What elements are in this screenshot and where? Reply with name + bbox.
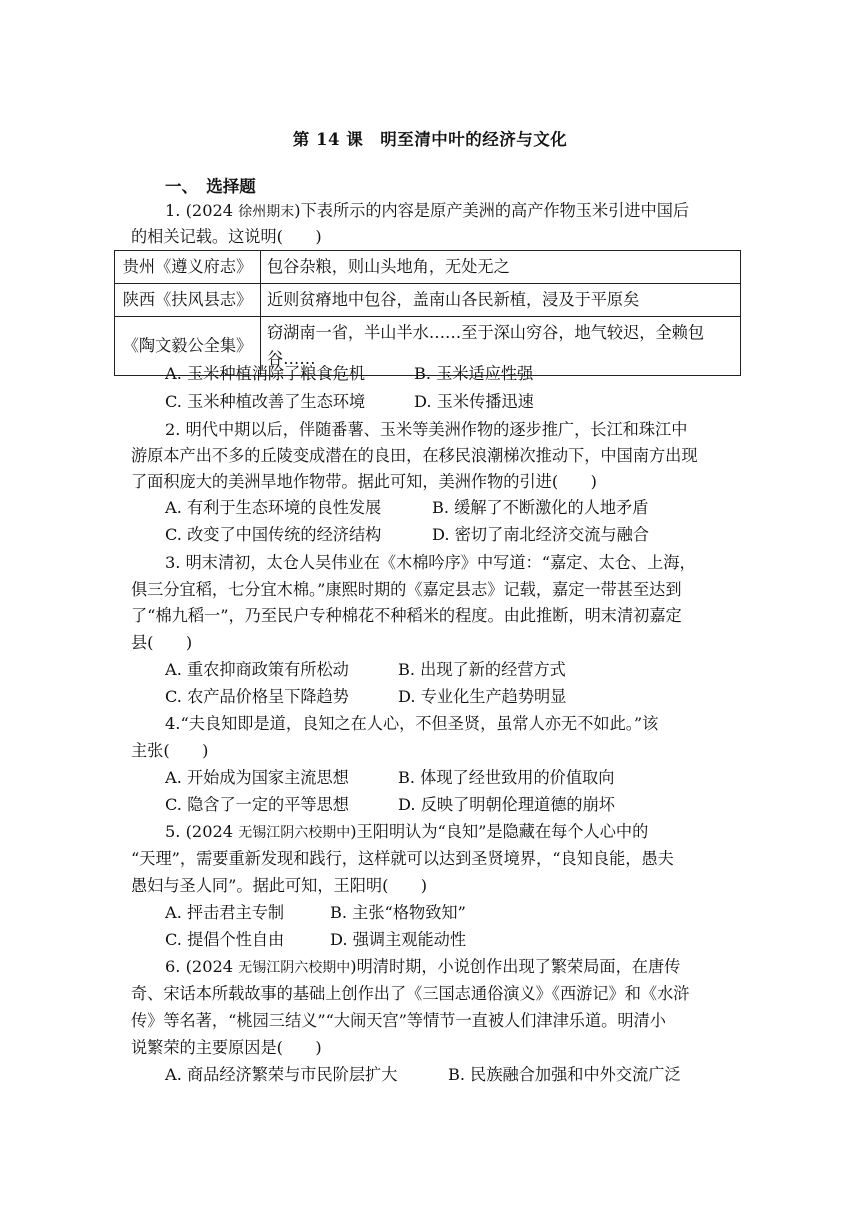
option-d: D. 玉米传播迅速	[414, 392, 534, 411]
table-cell-source: 贵州《遵义府志》	[115, 251, 261, 284]
question-text: )王阳明认为“良知”是隐藏在每个人心中的	[350, 822, 649, 841]
records-table	[114, 250, 741, 376]
section-heading: 一、 选择题	[165, 177, 256, 196]
table-cell-source: 陕西《扶风县志》	[115, 284, 261, 317]
question-6-line-2: 奇、宋话本所载故事的基础上创作出了《三国志通俗演义》《西游记》和《水浒	[131, 984, 690, 1003]
option-c: C. 农产品价格呈下降趋势	[165, 687, 349, 706]
question-text: )明清时期，小说创作出现了繁荣局面，在唐传	[350, 957, 681, 976]
option-c: C. 隐含了一定的平等思想	[165, 795, 349, 814]
question-2-line-2: 游原本产出不多的丘陵变成潜在的良田，在移民浪潮梯次推动下，中国南方出现	[131, 446, 698, 465]
question-6-line-4: 说繁荣的主要原因是( )	[131, 1038, 322, 1057]
question-3-line-1: 3. 明末清初，太仓人吴伟业在《木棉吟序》中写道：“嘉定、太仓、上海，	[165, 553, 696, 572]
page-title: 第 14 课 明至清中叶的经济与文化	[292, 130, 568, 149]
option-a: A. 玉米种植消除了粮食危机	[165, 364, 366, 383]
option-b: B. 缓解了不断激化的人地矛盾	[432, 498, 649, 517]
table-cell-source: 《陶文毅公全集》	[115, 317, 261, 376]
option-a: A. 开始成为国家主流思想	[165, 768, 349, 787]
option-a: A. 有利于生态环境的良性发展	[165, 498, 382, 517]
question-1-line-2: 的相关记载。这说明( )	[131, 227, 322, 246]
option-b: B. 出现了新的经营方式	[398, 660, 566, 679]
question-2-line-1: 2. 明代中期以后，伴随番薯、玉米等美洲作物的逐步推广，长江和珠江中	[165, 420, 688, 439]
table-cell-record: 近则贫瘠地中包谷，盖南山各民新植，浸及于平原矣	[261, 284, 741, 317]
question-number: 5. (2024	[165, 822, 239, 841]
question-3-line-2: 俱三分宜稻，七分宜木棉。”康熙时期的《嘉定县志》记载，嘉定一带甚至达到	[131, 580, 682, 599]
question-3-line-3: 了“棉九稻一”，乃至民户专种棉花不种稻米的程度。由此推断，明末清初嘉定	[131, 606, 682, 625]
question-number: 1. (2024	[165, 201, 239, 220]
question-5-line-2: “天理”，需要重新发现和践行，这样就可以达到圣贤境界，“良知良能，愚夫	[131, 849, 674, 868]
question-5-line-3: 愚妇与圣人同”。据此可知，王阳明( )	[131, 876, 428, 895]
option-a: A. 抨击君主专制	[165, 903, 285, 922]
question-6-line-1	[165, 957, 775, 978]
table-row	[115, 284, 741, 317]
option-b: B. 民族融合加强和中外交流广泛	[448, 1065, 681, 1084]
question-5-line-1	[165, 822, 775, 843]
question-2-line-3: 了面积庞大的美洲旱地作物带。据此可知，美洲作物的引进( )	[131, 472, 597, 491]
source-tag: 无锡江阴六校期中	[238, 825, 351, 841]
question-3-line-4: 县( )	[131, 633, 193, 652]
option-d: D. 专业化生产趋势明显	[398, 687, 567, 706]
question-6-line-3: 传》等名著，“桃园三结义”“大闹天宫”等情节一直被人们津津乐道。明清小	[131, 1011, 666, 1030]
option-b: B. 玉米适应性强	[414, 364, 534, 383]
option-a: A. 重农抑商政策有所松动	[165, 660, 349, 679]
option-d: D. 密切了南北经济交流与融合	[432, 525, 649, 544]
table-cell-record: 包谷杂粮，则山头地角，无处无之	[261, 251, 741, 284]
question-4-line-2: 主张( )	[131, 741, 209, 760]
option-c: C. 玉米种植改善了生态环境	[165, 392, 366, 411]
question-4-line-1: 4.“夫良知即是道，良知之在人心，不但圣贤，虽常人亦无不如此。”该	[165, 714, 659, 733]
option-d: D. 反映了明朝伦理道德的崩坏	[398, 795, 615, 814]
option-c: C. 改变了中国传统的经济结构	[165, 525, 382, 544]
question-text: )下表所示的内容是原产美洲的高产作物玉米引进中国后	[294, 201, 690, 220]
option-b: B. 体现了经世致用的价值取向	[398, 768, 615, 787]
option-c: C. 提倡个性自由	[165, 930, 285, 949]
option-b: B. 主张“格物致知”	[330, 903, 466, 922]
table-row	[115, 251, 741, 284]
question-1-line-1	[165, 201, 775, 222]
table-cell-record: 窃湖南一省，半山半水……至于深山穷谷，地气较迟，全赖包谷……	[261, 317, 741, 376]
option-a: A. 商品经济繁荣与市民阶层扩大	[165, 1065, 398, 1084]
source-tag: 徐州期末	[238, 204, 295, 220]
source-tag: 无锡江阴六校期中	[238, 960, 351, 976]
question-number: 6. (2024	[165, 957, 239, 976]
option-d: D. 强调主观能动性	[330, 930, 467, 949]
